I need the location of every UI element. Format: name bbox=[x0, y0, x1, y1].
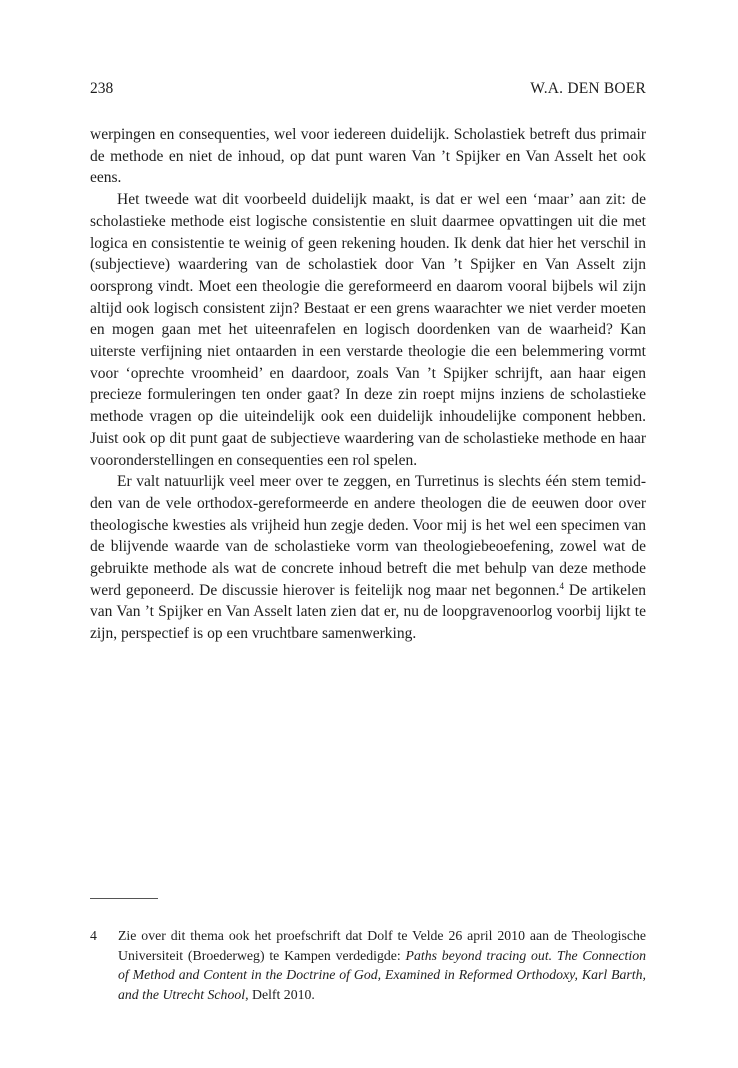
footnote-number: 4 bbox=[90, 928, 97, 943]
footnote-book-title: Paths beyond tracing out. The Connection of Method and Content in the Doctrine of God, Examined in Reformed Orthodoxy, Karl Barth, and the Utrecht School bbox=[118, 947, 646, 1002]
footnote bbox=[90, 926, 646, 1004]
page-number: 238 bbox=[90, 80, 114, 97]
footnote-text-a: Zie over dit thema ook het proefschrift dat Dolf te Velde 26 april 2010 aan de Theologische Universiteit (Broederweg) te Kampen verdedigde: bbox=[118, 928, 646, 963]
running-head: W.A. DEN BOER bbox=[530, 80, 646, 97]
paragraph-3 bbox=[90, 471, 646, 645]
footnote-reference[interactable]: 4 bbox=[559, 580, 564, 591]
paragraph-1: werpingen en consequenties, wel voor iedereen duidelijk. Scholastiek betreft dus primair de methode en niet de inhoud, op dat punt waren Van ’t Spijker en Van Asselt het ook eens. bbox=[90, 126, 646, 187]
footnote-text bbox=[118, 926, 646, 1004]
page bbox=[90, 0, 646, 1068]
footnote-divider bbox=[90, 898, 158, 899]
footnote-text-b: , Delft 2010. bbox=[245, 986, 315, 1002]
body-text bbox=[90, 124, 646, 645]
paragraph-3-text-a: Er valt natuurlijk veel meer over te zeggen, en Turretinus is slechts één stem temidden van de vele orthodox-gereformeerde en andere theologen die de eeuwen door over theologische kwesties als vrijheid hun zegje deden. Voor mij is het wel een specimen van de blijvende waarde van de scholastieke vorm van theologiebeoefening, zowel wat de gebruikte methode als wat de concrete inhoud betreft die met behulp van deze methode werd geponeerd. De discussie hierover is feitelijk nog maar net begonnen. bbox=[90, 473, 646, 599]
paragraph-2: Het tweede wat dit voorbeeld duidelijk maakt, is dat er wel een ‘maar’ aan zit: de scholastieke methode eist logische consistentie en sluit daarmee opvattingen uit die met logica en consistentie te weinig of geen rekening houden. Ik denk dat hier het verschil in (subjectieve) waardering van de scholastiek door Van ’t Spijker en Van Asselt zijn oorsprong vindt. Moet een theologie die gereformeerd en daarom vooral bijbels wil zijn altijd ook logisch consistent zijn? Bestaat er een grens waarachter we niet verder moeten en mogen gaan met het uiteenrafelen en logisch doordenken van de waarheid? Kan uiterste verfijning niet ontaarden in een verstarde theologie die een belemmering vormt voor ‘oprechte vroomheid’ en daardoor, zoals Van ’t Spijker schrijft, aan haar eigen precieze formuleringen ten onder gaat? In deze zin roept mijns inziens de scholastieke methode vragen op die uiteindelijk ook een duidelijk inhoudelijke component hebben. Juist ook op dit punt gaat de subjectieve waardering van de scholastieke methode en haar vooronderstellingen en consequenties een rol spelen. bbox=[90, 191, 646, 469]
paragraph-3-text-b: De artikelen van Van ’t Spijker en Van Asselt laten zien dat er, nu de loopgravenoorlog voorbij lijkt te zijn, perspectief is op een vruchtbare samenwerking. bbox=[90, 581, 646, 643]
